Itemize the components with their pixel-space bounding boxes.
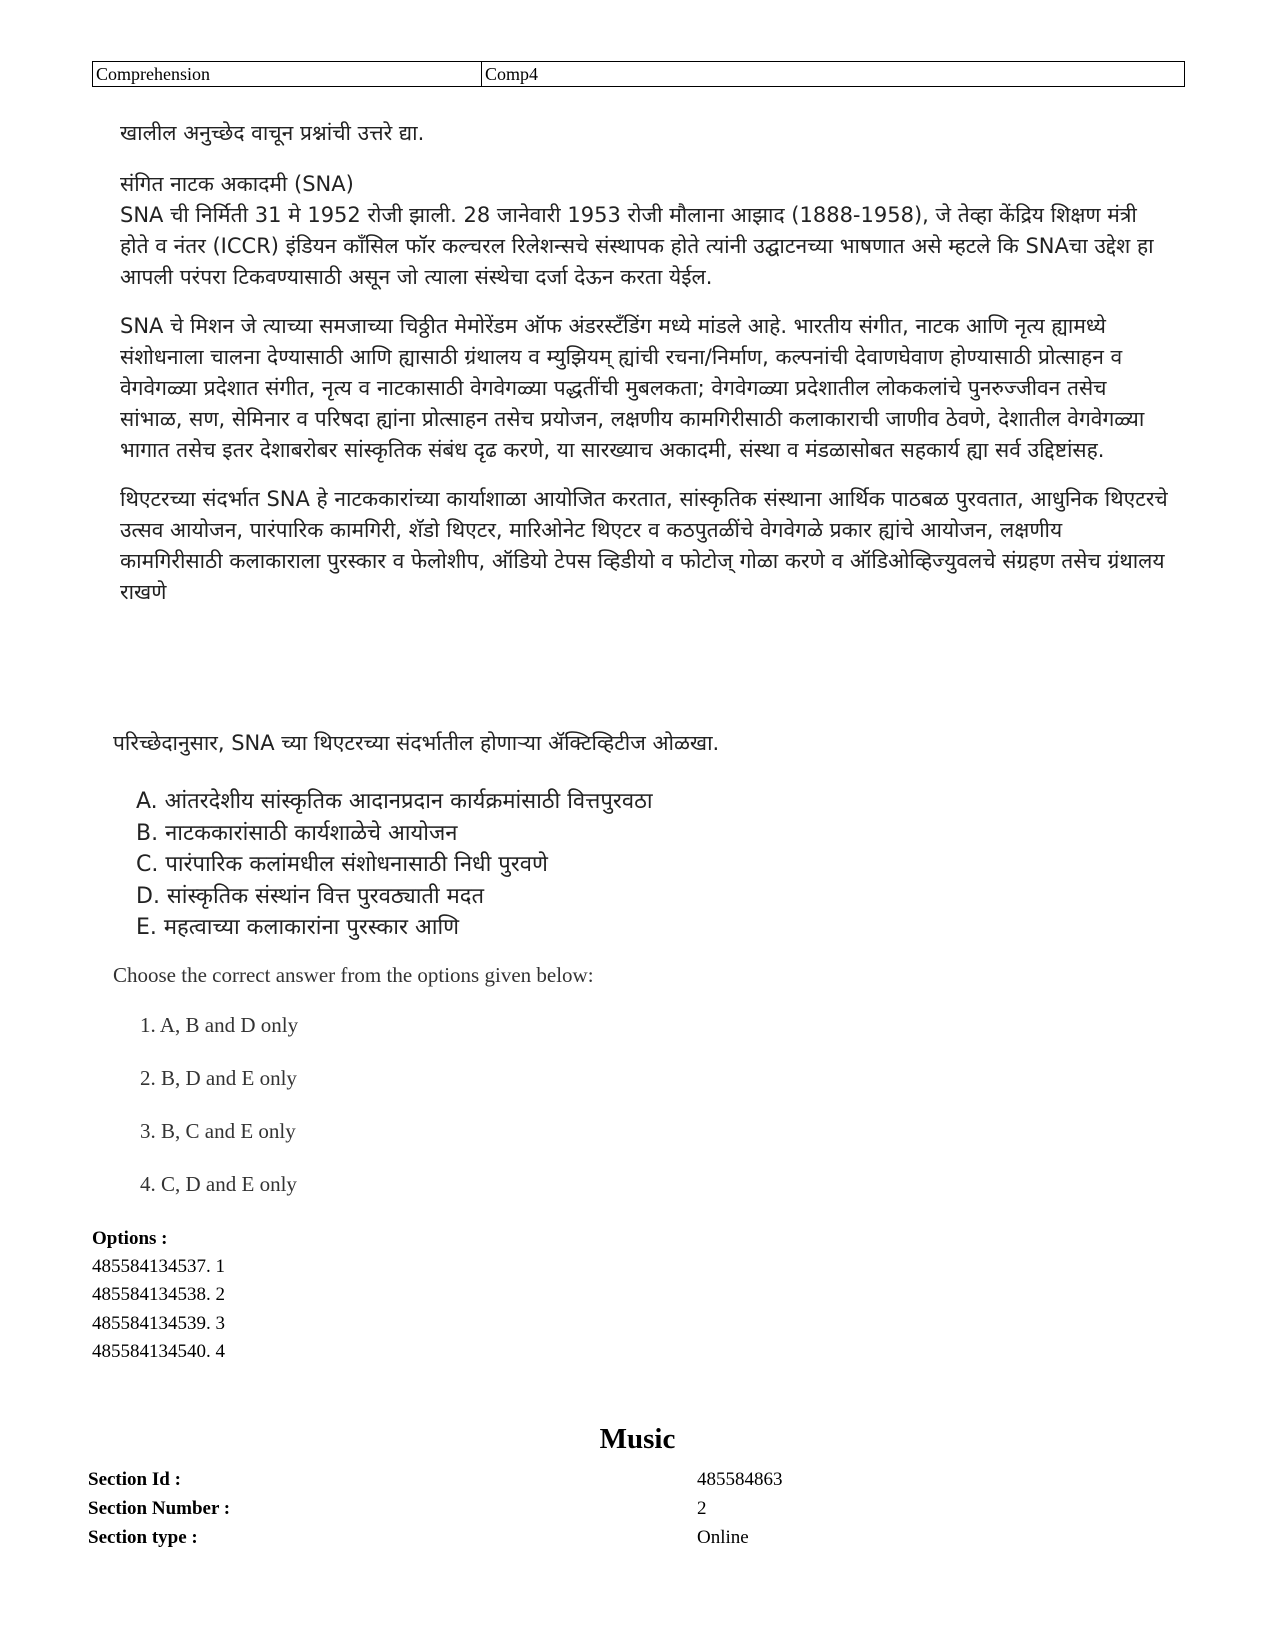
passage-instruction: खालील अनुच्छेद वाचून प्रश्नांची उत्तरे द्या. (120, 121, 425, 145)
answer-choice-2: 2. B, D and E only (140, 1066, 297, 1090)
statement-b: B. नाटककारांसाठी कार्यशाळेचे आयोजन (136, 820, 458, 846)
answer-choice-1: 1. A, B and D only (140, 1013, 299, 1037)
passage-paragraph-1: SNA ची निर्मिती 31 मे 1952 रोजी झाली. 28 जानेवारी 1953 रोजी मौलाना आझाद (1888-1958), जे तेव्हा केंद्रिय शिक्षण मंत्री होते व नंतर (ICCR) इंडियन कॉंसिल फॉर कल्चरल रिलेशन्सचे संस्थापक होते त्यांनी उद्घाटनच्या भाषणात असे म्हटले कि SNAचा उद्देश हा आपली परंपरा टिकवण्यासाठी असून जो त्याला संस्थेचा दर्जा देऊन करता येईल. (120, 203, 1154, 289)
options-label: Options : (92, 1228, 168, 1249)
section-id-label: Section Id : (88, 1469, 181, 1490)
option-id-3: 485584134539. 3 (92, 1312, 225, 1334)
section-meta-row (88, 1494, 1088, 1523)
statement-list (136, 786, 1136, 944)
passage-paragraph-2: SNA चे मिशन जे त्याच्या समजाच्या चिठ्ठीत मेमोरेंडम ऑफ अंडरस्टँडिंग मध्ये मांडले आहे. भारतीय संगीत, नाटक आणि नृत्य ह्यामध्ये संशोधनाला चालना देण्यासाठी आणि ह्यासाठी ग्रंथालय व म्युझियम् ह्यांची रचना/निर्माण, कल्पनांची देवाणघेवाण होण्यासाठी प्रोत्साहन व वेगवेगळ्या प्रदेशात संगीत, नृत्य व नाटकासाठी वेगवेगळ्या पद्धतींची मुबलकता; वेगवेगळ्या प्रदेशातील लोककलांचे पुनरुज्जीवन तसेच सांभाळ, सण, सेमिनार व परिषदा ह्यांना प्रोत्साहन तसेच प्रयोजन, लक्षणीय कामगिरीसाठी कलाकाराची जाणीव ठेवणे, देशातील वेगवेगळ्या भागात तसेच इतर देशाबरोबर सांस्कृतिक संबंध दृढ करणे, या सारख्याच अकादमी, संस्था व मंडळासोबत सहकार्य ह्या सर्व उद्दिष्टांसह. (120, 314, 1145, 462)
section-meta-row (88, 1465, 1088, 1494)
section-meta (88, 1465, 1088, 1552)
answer-choice-3: 3. B, C and E only (140, 1119, 296, 1143)
question-type-label: Comprehension (93, 62, 482, 87)
section-type-label: Section type : (88, 1527, 198, 1548)
question-type-table (92, 61, 1185, 87)
section-type-value: Online (697, 1527, 749, 1548)
question-text: परिच्छेदानुसार, SNA च्या थिएटरच्या संदर्भातील होणाऱ्या ॲक्टिव्हिटीज ओळखा. (113, 731, 720, 755)
option-id-4: 485584134540. 4 (92, 1340, 225, 1362)
question-type-value: Comp4 (482, 62, 1185, 87)
section-number-label: Section Number : (88, 1498, 231, 1519)
statement-a: A. आंतरदेशीय सांस्कृतिक आदानप्रदान कार्यक्रमांसाठी वित्तपुरवठा (136, 789, 653, 814)
statement-e: E. महत्वाच्या कलाकारांना पुरस्कार आणि (136, 915, 460, 940)
answer-choice-4: 4. C, D and E only (140, 1172, 297, 1196)
statement-c: C. पारंपारिक कलांमधील संशोधनासाठी निधी पुरवणे (136, 852, 548, 877)
options-block (92, 1225, 225, 1366)
section-title: Music (599, 1423, 676, 1455)
passage-paragraph-3: थिएटरच्या संदर्भात SNA हे नाटककारांच्या कार्याशाळा आयोजित करतात, सांस्कृतिक संस्थाना आर्थिक पाठबळ पुरवतात, आधुनिक थिएटरचे उत्सव आयोजन, पारंपारिक कामगिरी, शॅडो थिएटर, मारिओनेट थिएटर व कठपुतळींचे वेगवेगळे प्रकार ह्यांचे आयोजन, लक्षणीय कामगिरीसाठी कलाकाराला पुरस्कार व फेलोशीप, ऑडियो टेपस व्हिडीयो व फोटोज् गोळा करणे व ऑडिओव्हिज्युवलचे संग्रहण तसेच ग्रंथालय राखणे (120, 487, 1168, 604)
option-id-1: 485584134537. 1 (92, 1256, 225, 1277)
section-id-value: 485584863 (697, 1469, 783, 1490)
comprehension-passage (120, 118, 1170, 626)
option-id-2: 485584134538. 2 (92, 1284, 225, 1306)
answer-choice-list (140, 1012, 298, 1224)
passage-title: संगित नाटक अकादमी (SNA) (120, 172, 354, 196)
statement-d: D. सांस्कृतिक संस्थांन वित्त पुरवठ्याती मदत (136, 883, 485, 909)
choose-instruction: Choose the correct answer from the options given below: (113, 963, 594, 987)
section-meta-row (88, 1523, 1088, 1552)
section-number-value: 2 (697, 1498, 707, 1519)
